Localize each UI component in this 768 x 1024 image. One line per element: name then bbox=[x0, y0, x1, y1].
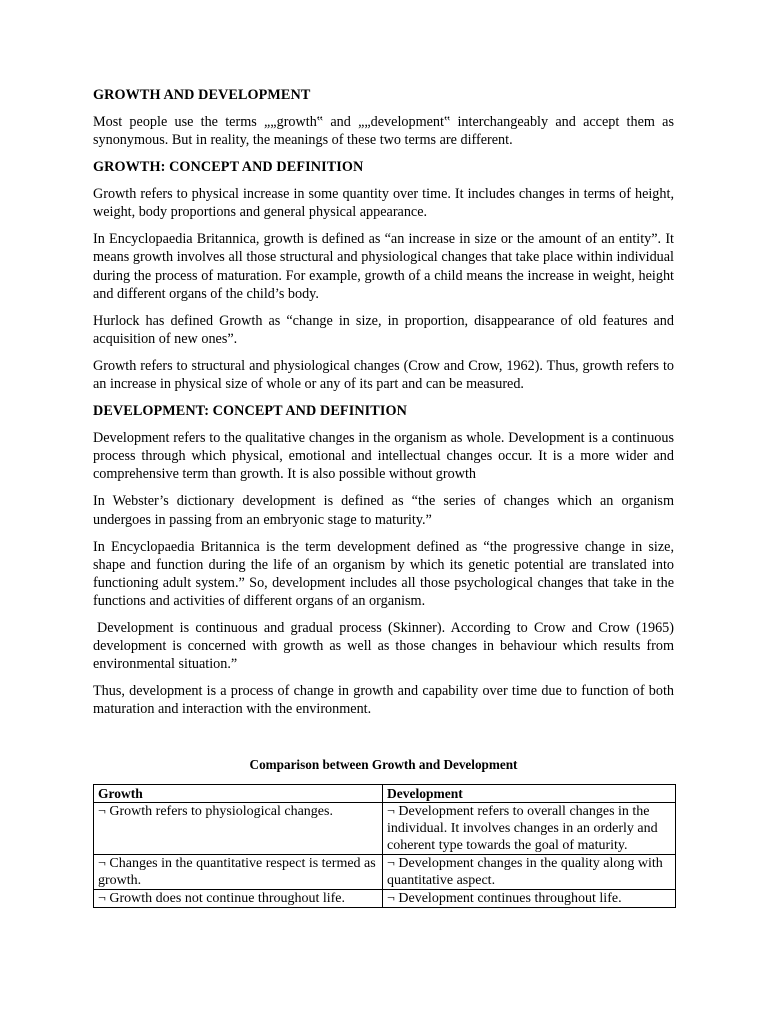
table-row bbox=[94, 803, 676, 855]
document-page bbox=[93, 86, 674, 908]
table-cell-development: ¬ Development changes in the quality along with quantitative aspect. bbox=[383, 855, 676, 890]
header-growth: Growth bbox=[94, 785, 383, 803]
development-paragraph-3: In Encyclopaedia Britannica is the term development defined as “the progressive change in size, shape and function during the life of an organism by which its genetic potential are translated into functioning adult system.” So, development includes all those psychological changes that take in the functions and activities of different organs of an organism. bbox=[93, 538, 674, 609]
intro-paragraph: Most people use the terms „„growth‟ and „„development‟ interchangeably and accept them as synonymous. But in reality, the meanings of these two terms are different. bbox=[93, 114, 674, 149]
table-row bbox=[94, 890, 676, 908]
table-cell-development: ¬ Development refers to overall changes in the individual. It involves changes in an orderly and coherent type towards the goal of maturity. bbox=[383, 803, 676, 855]
main-title: GROWTH AND DEVELOPMENT bbox=[93, 87, 311, 103]
growth-paragraph-4: Growth refers to structural and physiological changes (Crow and Crow, 1962). Thus, growth refers to an increase in physical size of whole or any of its part and can be measured. bbox=[93, 357, 674, 393]
table-cell-growth: ¬ Growth does not continue throughout life. bbox=[94, 890, 383, 908]
table-cell-growth: ¬ Changes in the quantitative respect is termed as growth. bbox=[94, 855, 383, 890]
development-paragraph-5: Thus, development is a process of change in growth and capability over time due to function of both maturation and interaction with the environment. bbox=[93, 683, 674, 718]
table-cell-growth: ¬ Growth refers to physiological changes. bbox=[94, 803, 383, 855]
development-paragraph-4: Development is continuous and gradual process (Skinner). According to Crow and Crow (1965) development is concerned with growth as well as those changes in behaviour which results from environmental situation.” bbox=[93, 619, 674, 673]
growth-paragraph-1: Growth refers to physical increase in some quantity over time. It includes changes in terms of height, weight, body proportions and general physical appearance. bbox=[93, 186, 674, 221]
header-development: Development bbox=[383, 785, 676, 803]
comparison-table-title: Comparison between Growth and Development bbox=[249, 757, 518, 773]
table-header-row bbox=[94, 785, 676, 803]
growth-heading: GROWTH: CONCEPT AND DEFINITION bbox=[93, 159, 364, 176]
table-row bbox=[94, 855, 676, 890]
table-cell-development: ¬ Development continues throughout life. bbox=[383, 890, 676, 908]
development-paragraph-2: In Webster’s dictionary development is defined as “the series of changes which an organism undergoes in passing from an embryonic stage to maturity.” bbox=[93, 493, 674, 528]
growth-paragraph-2: In Encyclopaedia Britannica, growth is defined as “an increase in size or the amount of an entity”. It means growth involves all those structural and physiological changes that take place within individual during the process of maturation. For example, growth of a child means the increase in weight, height and different organs of the child’s body. bbox=[93, 231, 674, 302]
development-heading: DEVELOPMENT: CONCEPT AND DEFINITION bbox=[93, 403, 407, 420]
development-paragraph-1: Development refers to the qualitative changes in the organism as whole. Development is a continuous process through which physical, emotional and intellectual changes occur. It is a more wider and comprehensive term than growth. It is also possible without growth bbox=[93, 430, 674, 483]
growth-paragraph-3: Hurlock has defined Growth as “change in size, in proportion, disappearance of old features and acquisition of new ones”. bbox=[93, 312, 674, 347]
comparison-table bbox=[93, 784, 676, 908]
